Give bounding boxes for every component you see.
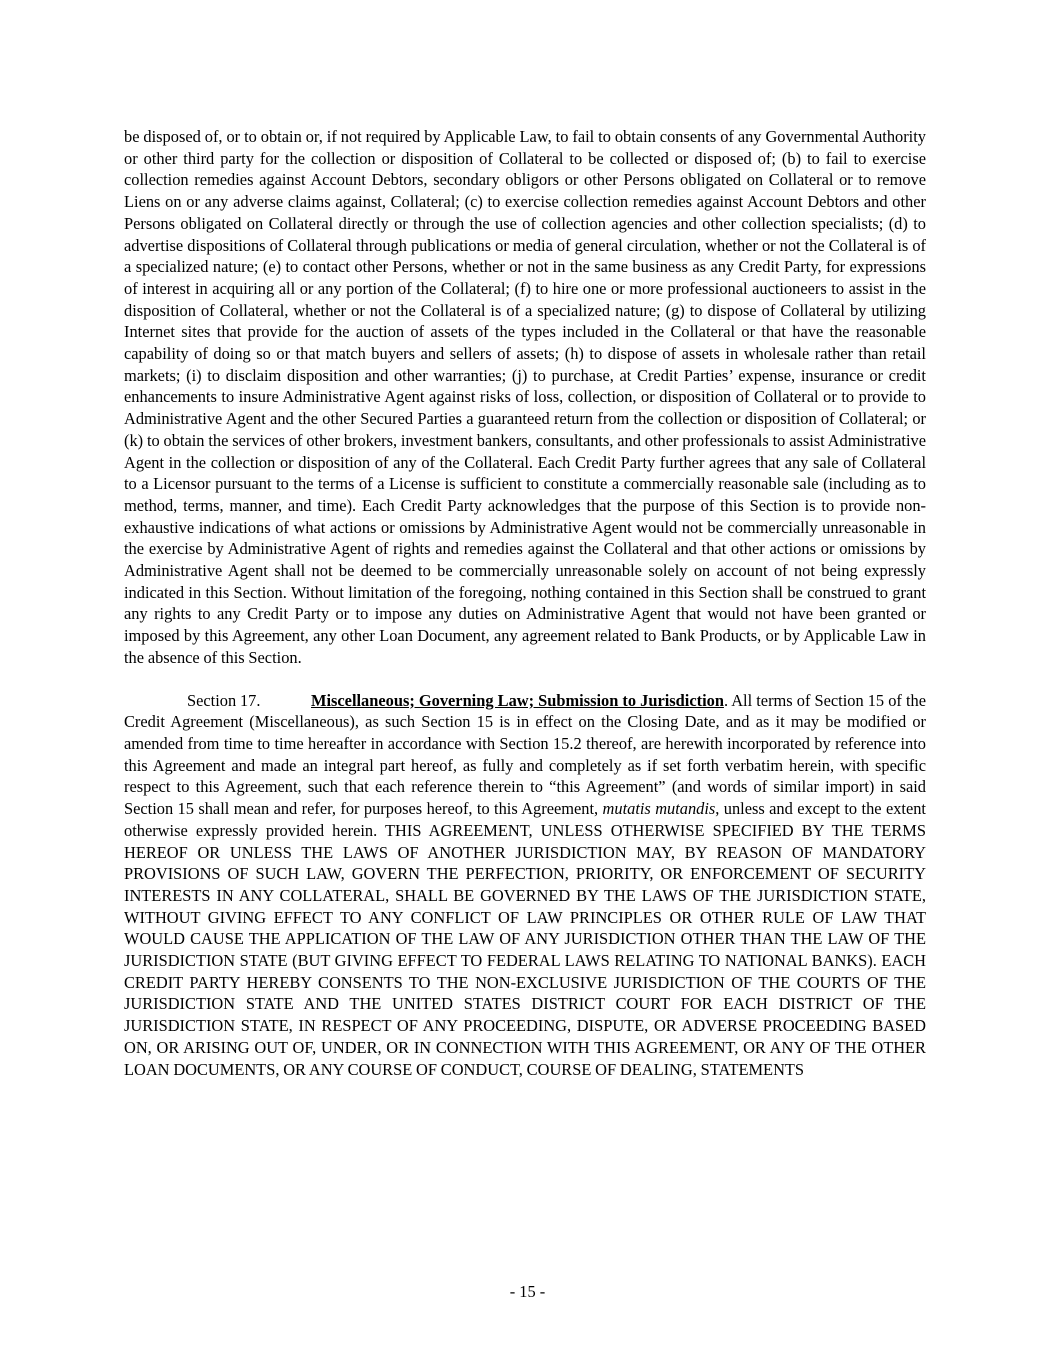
section-17-paragraph: [124, 690, 926, 1081]
section-17-italic-term: mutatis mutandis: [602, 799, 716, 819]
section-17-body-1: . All terms of Section 15 of the Credit Agreement (Miscellaneous), as such Section 15 is in effect on the Closing Date, and as it may be modified or amended from time to time hereafter in accordance with Section 15.2 thereof, are herewith incorporated by reference into this Agreement and made an integral part hereof, as fully and completely as if set forth verbatim herein, with specific respect to this Agreement, such that each reference therein to “this Agreement” (and words of similar import) in said Section 15 shall mean and refer, for purposes hereof, to this Agreement,: [124, 690, 926, 819]
paragraph-1-text: be disposed of, or to obtain or, if not required by Applicable Law, to fail to obtain consents of any Governmental Authority or other third party for the collection or disposition of Collateral to be collected or disposed of; (b) to fail to exercise collection remedies against Account Debtors, secondary obligors or other Persons obligated on Collateral or to remove Liens on or any adverse claims against, Collateral; (c) to exercise collection remedies against Account Debtors and other Persons obligated on Collateral directly or through the use of collection agencies and other collection specialists; (d) to advertise dispositions of Collateral through publications or media of general circulation, whether or not the Collateral is of a specialized nature; (e) to contact other Persons, whether or not in the same business as any Credit Party, for expressions of interest in acquiring all or any portion of the Collateral; (f) to hire one or more professional auctioneers to assist in the disposition of Collateral, whether or not the Collateral is of a specialized nature; (g) to dispose of Collateral by utilizing Internet sites that provide for the auction of assets of the types included in the Collateral or that have the reasonable capability of doing so or that match buyers and sellers of assets; (h) to dispose of assets in wholesale rather than retail markets; (i) to disclaim disposition and other warranties; (j) to purchase, at Credit Parties’ expense, insurance or credit enhancements to insure Administrative Agent against risks of loss, collection, or disposition of Collateral or to provide to Administrative Agent and the other Secured Parties a guaranteed return from the collection or disposition of Collateral; or (k) to obtain the services of other brokers, investment bankers, consultants, and other professionals to assist Administrative Agent in the collection or disposition of any of the Collateral. Each Credit Party further agrees that any sale of Collateral to a Licensor pursuant to the terms of a License is sufficient to constitute a commercially reasonable sale (including as to method, terms, manner, and time). Each Credit Party acknowledges that the purpose of this Section is to provide non-exhaustive indications of what actions or omissions by Administrative Agent would not be commercially unreasonable in the exercise by Administrative Agent of rights and remedies against the Collateral and that other actions or omissions by Administrative Agent shall not be deemed to be commercially unreasonable solely on account of not being expressly indicated in this Section. Without limitation of the foregoing, nothing contained in this Section shall be construed to grant any rights to any Credit Party or to impose any duties on Administrative Agent that would not have been granted or imposed by this Agreement, any other Loan Document, any agreement related to Bank Products, or by Applicable Law in the absence of this Section.: [124, 127, 926, 667]
page-number: - 15 -: [509, 1282, 546, 1301]
document-page: [124, 126, 926, 1080]
paragraph-continued: [124, 126, 926, 669]
section-17-heading: Miscellaneous; Governing Law; Submission to Jurisdiction: [311, 690, 724, 710]
section-17-body-2: , unless and except to the extent otherwise expressly provided herein. THIS AGREEMENT, UNLESS OTHERWISE SPECIFIED BY THE TERMS HEREOF OR UNLESS THE LAWS OF ANOTHER JURISDICTION MAY, BY REASON OF MANDATORY PROVISIONS OF SUCH LAW, GOVERN THE PERFECTION, PRIORITY, OR ENFORCEMENT OF SECURITY INTERESTS IN ANY COLLATERAL, SHALL BE GOVERNED BY THE LAWS OF THE JURISDICTION STATE, WITHOUT GIVING EFFECT TO ANY CONFLICT OF LAW PRINCIPLES OR OTHER RULE OF LAW THAT WOULD CAUSE THE APPLICATION OF THE LAW OF ANY JURISDICTION OTHER THAN THE LAW OF THE JURISDICTION STATE (BUT GIVING EFFECT TO FEDERAL LAWS RELATING TO NATIONAL BANKS). EACH CREDIT PARTY HEREBY CONSENTS TO THE NON-EXCLUSIVE JURISDICTION OF THE COURTS OF THE JURISDICTION STATE AND THE UNITED STATES DISTRICT COURT FOR EACH DISTRICT OF THE JURISDICTION STATE, IN RESPECT OF ANY PROCEEDING, DISPUTE, OR ADVERSE PROCEEDING BASED ON, OR ARISING OUT OF, UNDER, OR IN CONNECTION WITH THIS AGREEMENT, OR ANY OF THE OTHER LOAN DOCUMENTS, OR ANY COURSE OF CONDUCT, COURSE OF DEALING, STATEMENTS: [124, 799, 926, 1079]
section-17-label: Section 17.: [187, 690, 261, 710]
